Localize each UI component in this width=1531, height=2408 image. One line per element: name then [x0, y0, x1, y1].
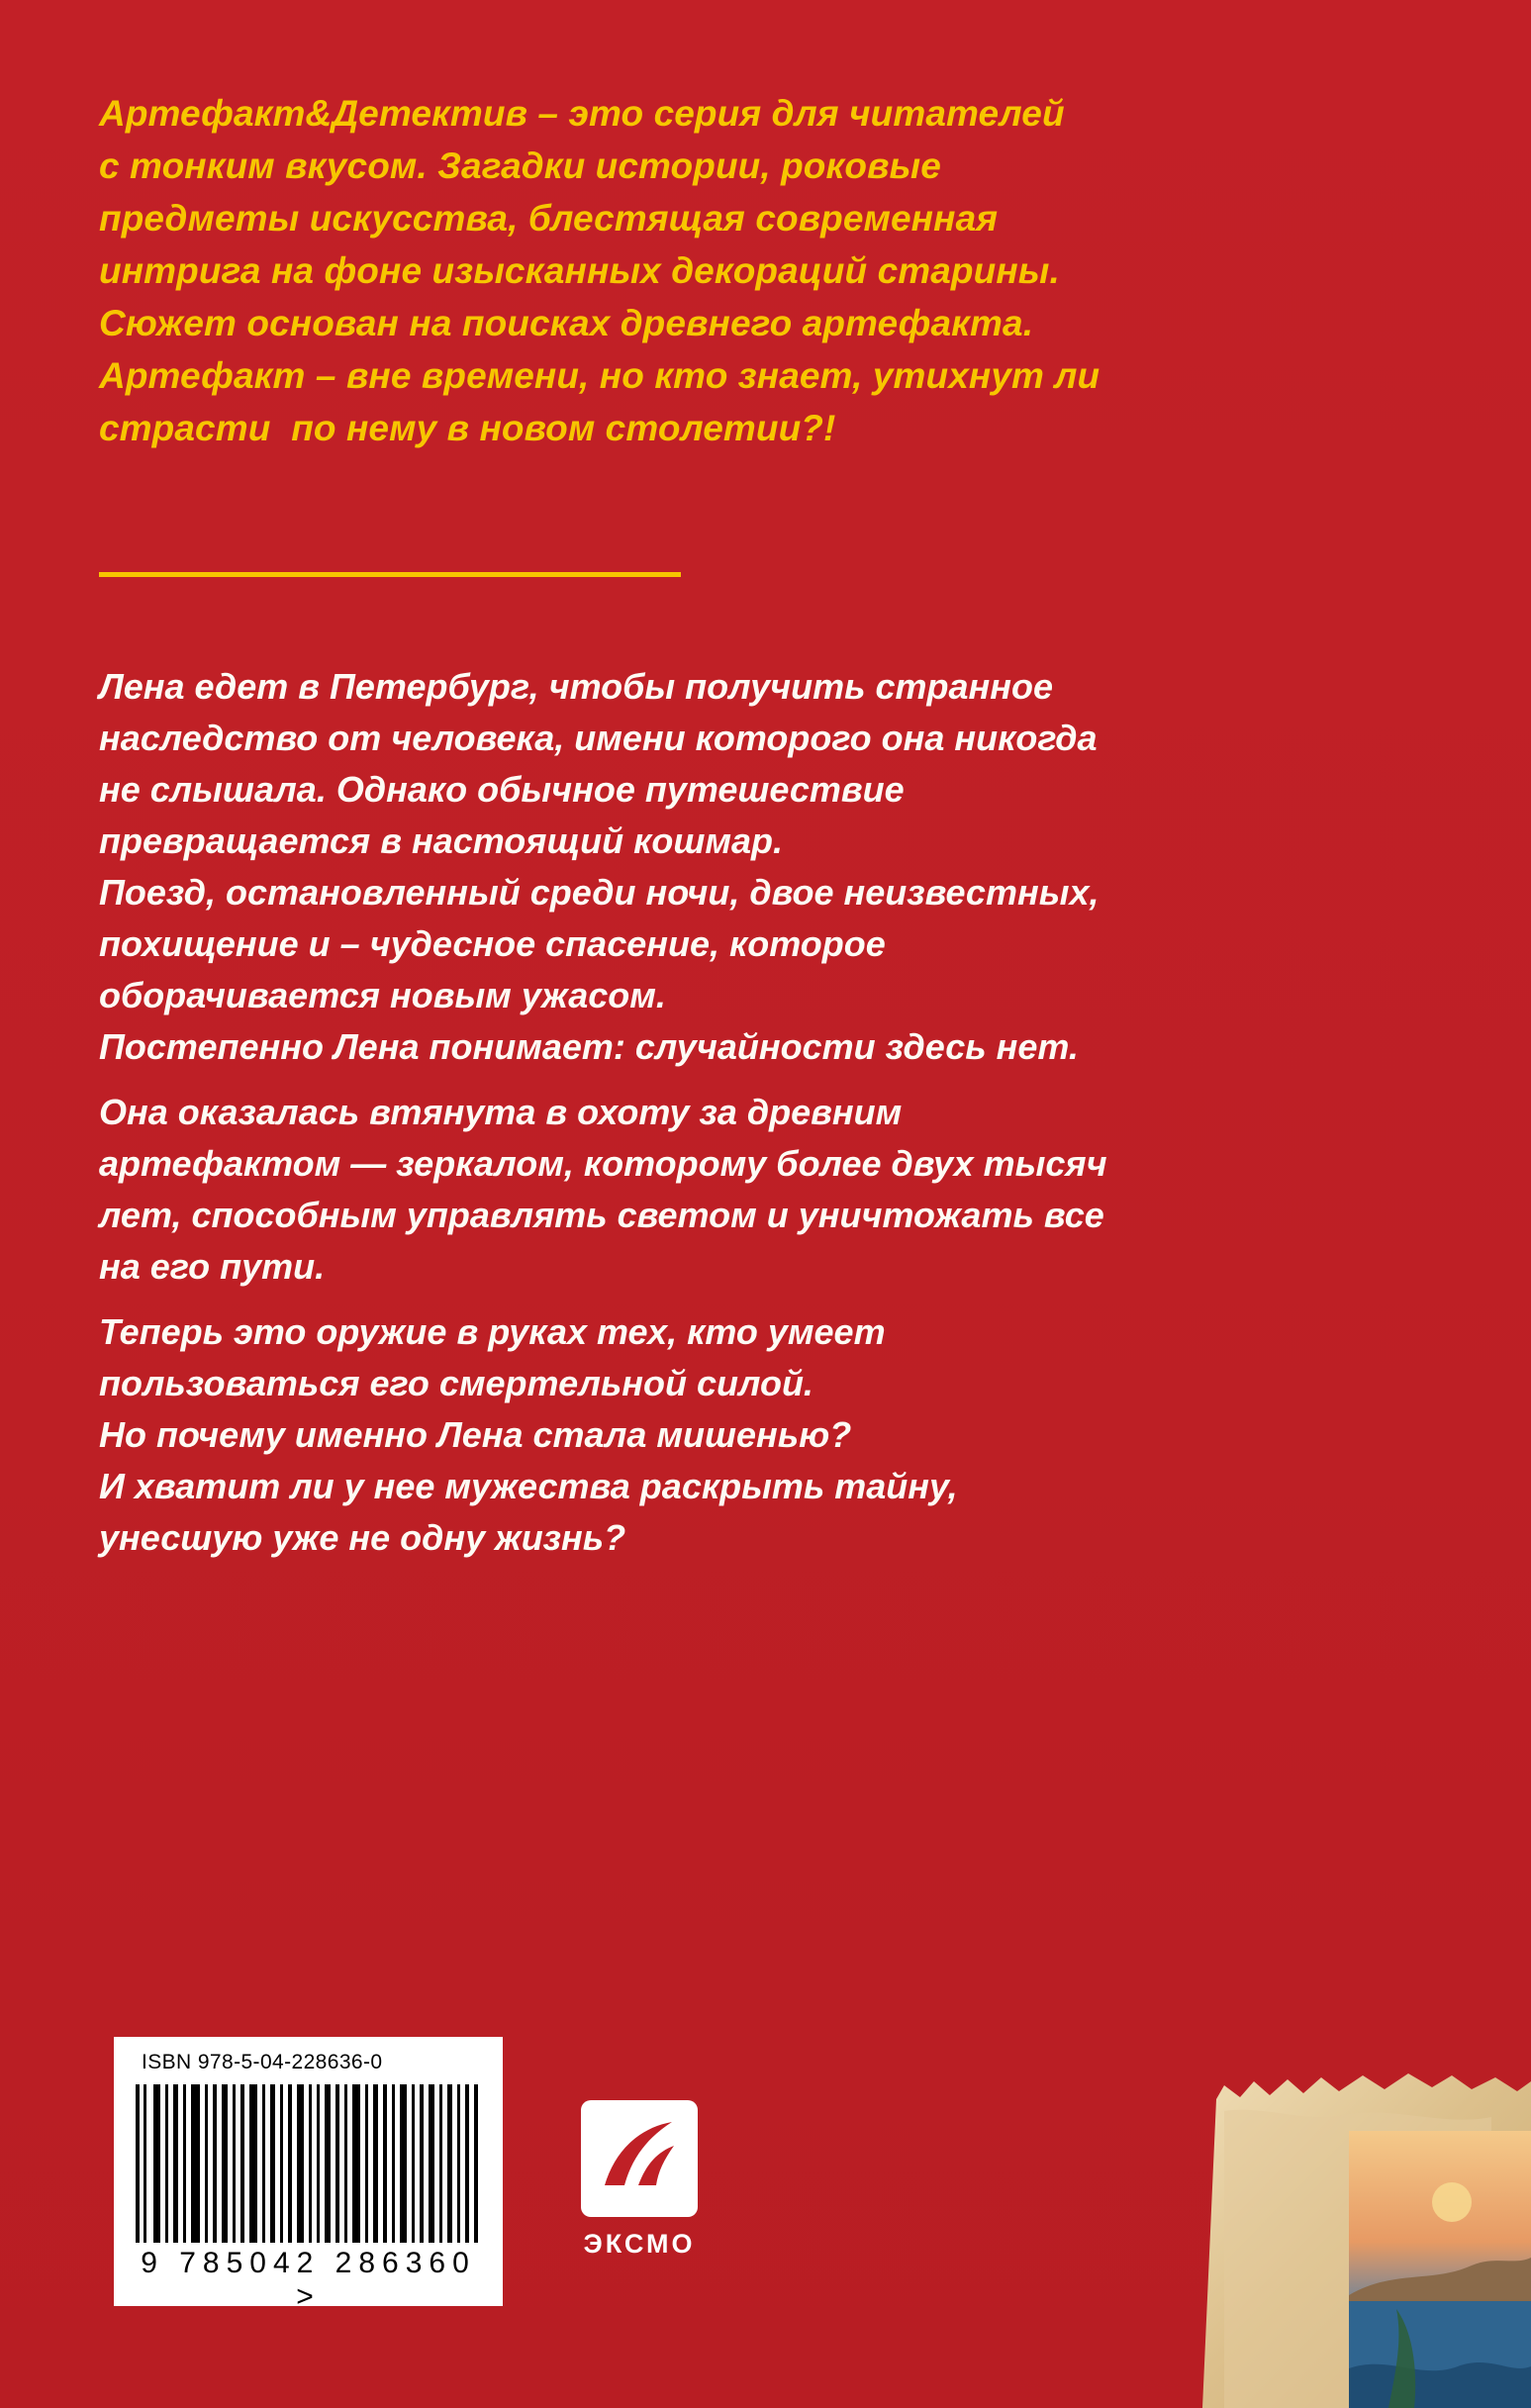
barcode-bars-icon: [130, 2084, 486, 2243]
barcode-block: [114, 2037, 503, 2313]
paragraph-gap: [99, 1293, 1415, 1306]
publisher-name: ЭКСМО: [583, 2229, 696, 2259]
isbn-label: ISBN 978-5-04-228636-0: [142, 2051, 383, 2073]
synopsis-line: пользоваться его смертельной силой.: [99, 1363, 813, 1403]
synopsis-line: унесшую уже не одну жизнь?: [99, 1517, 626, 1558]
scroll-artwork-icon: [1155, 2071, 1531, 2408]
series-blurb: [99, 87, 1376, 454]
series-blurb-line: предметы искусства, блестящая современная: [99, 198, 999, 239]
series-blurb-line: Артефакт – вне времени, но кто знает, утихнут ли: [99, 355, 1100, 396]
paragraph-gap: [99, 1073, 1415, 1087]
synopsis-line: не слышала. Однако обычное путешествие: [99, 769, 905, 810]
series-blurb-line: страсти по нему в новом столетии?!: [99, 408, 836, 448]
synopsis-line: похищение и – чудесное спасение, которое: [99, 923, 886, 964]
synopsis-line: на его пути.: [99, 1246, 326, 1287]
synopsis-line: Она оказалась втянута в охоту за древним: [99, 1092, 903, 1132]
synopsis-line: Теперь это оружие в руках тех, кто умеет: [99, 1311, 886, 1352]
series-blurb-line: с тонким вкусом. Загадки истории, роковые: [99, 145, 941, 186]
synopsis-paragraph: [99, 1087, 1415, 1293]
series-blurb-line: Сюжет основан на поисках древнего артефакта.: [99, 303, 1034, 343]
synopsis-line: оборачивается новым ужасом.: [99, 975, 666, 1015]
synopsis-line: Поезд, остановленный среди ночи, двое неизвестных,: [99, 872, 1100, 913]
synopsis-line: Постепенно Лена понимает: случайности здесь нет.: [99, 1026, 1079, 1067]
synopsis-line: артефактом — зеркалом, которому более двух тысяч: [99, 1143, 1107, 1184]
synopsis-paragraph: [99, 661, 1415, 1073]
synopsis-line: И хватит ли у нее мужества раскрыть тайну,: [99, 1466, 958, 1506]
synopsis-paragraph: [99, 1306, 1415, 1564]
synopsis: [99, 661, 1415, 1564]
publisher-logo: [550, 2100, 728, 2260]
barcode-digits: 9 785042 286360 >: [141, 2247, 476, 2313]
synopsis-line: лет, способным управлять светом и уничтожать все: [99, 1195, 1104, 1235]
series-blurb-line: интрига на фоне изысканных декораций старины.: [99, 250, 1060, 291]
synopsis-line: Лена едет в Петербург, чтобы получить странное: [99, 666, 1054, 707]
synopsis-line: Но почему именно Лена стала мишенью?: [99, 1414, 852, 1455]
synopsis-line: превращается в настоящий кошмар.: [99, 820, 784, 861]
section-divider: [99, 572, 681, 577]
series-blurb-line: Артефакт&Детектив – это серия для читателей: [99, 93, 1065, 134]
eksmo-bird-icon: [581, 2100, 698, 2217]
synopsis-line: наследство от человека, имени которого она никогда: [99, 718, 1098, 758]
